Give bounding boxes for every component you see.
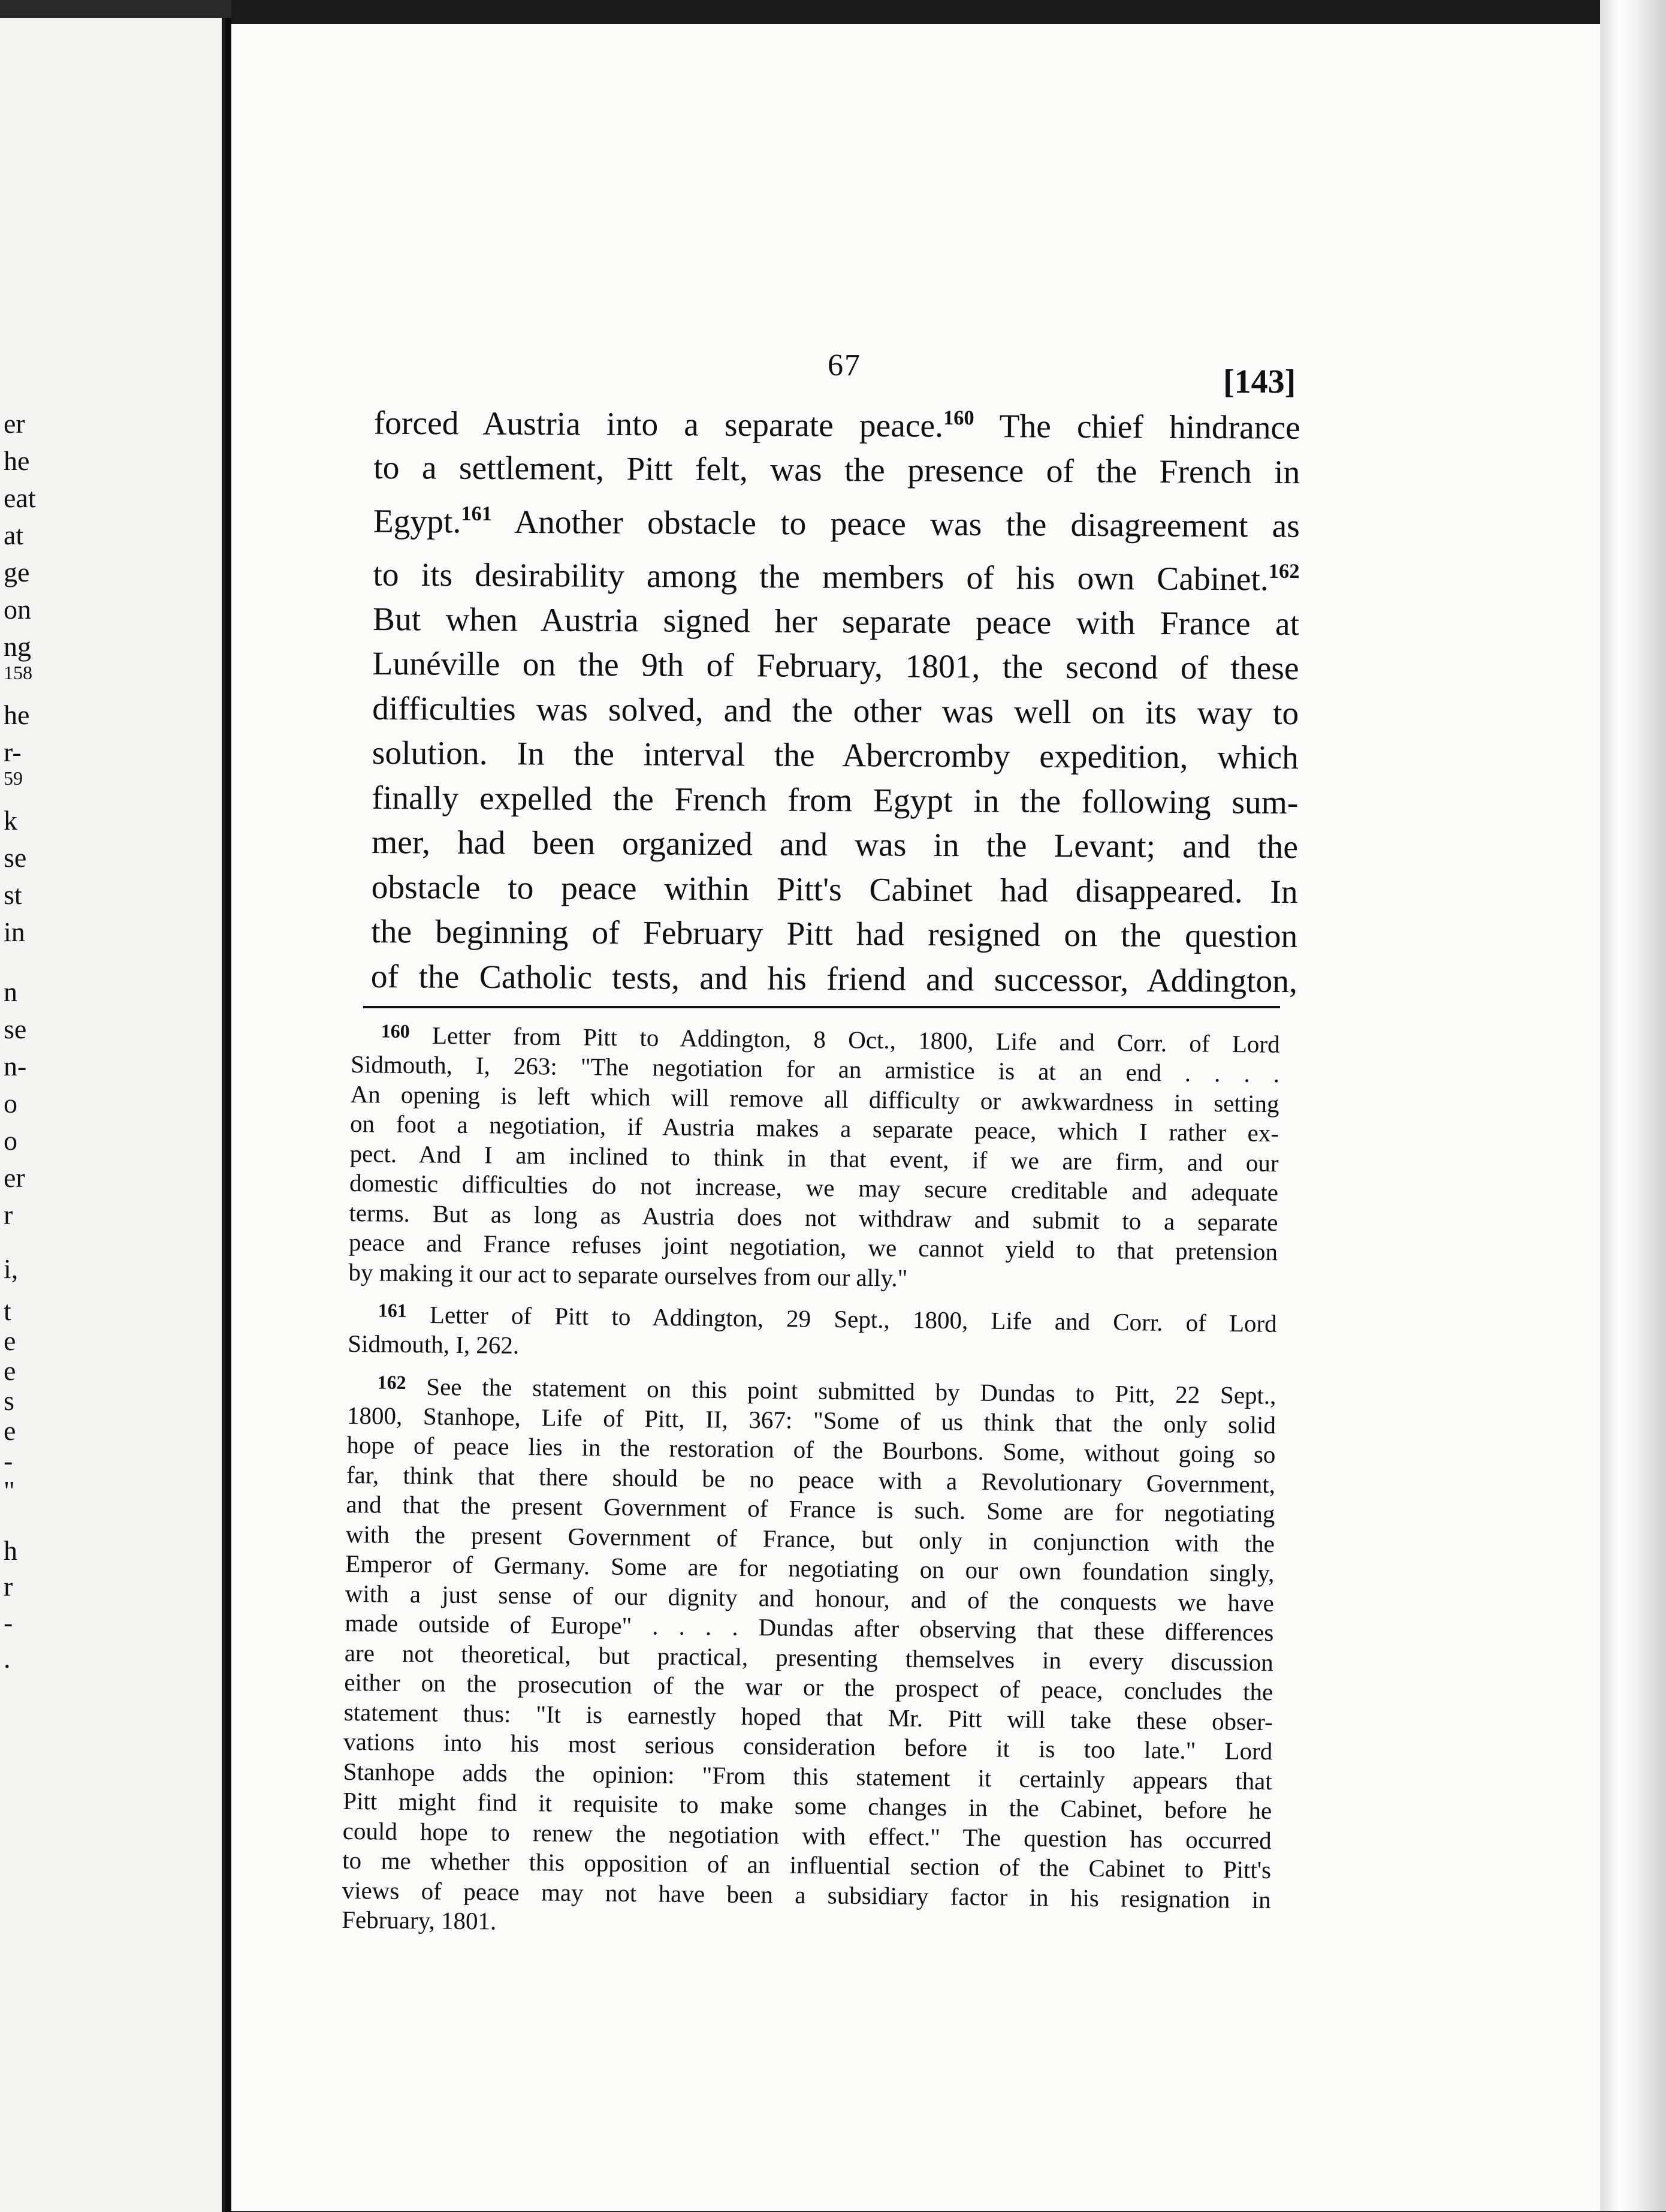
body-line <box>371 955 1297 1005</box>
left-fragment: r <box>4 1571 13 1602</box>
footnote-text: are not theoretical, but practical, presenting themselves in every discussion <box>344 1638 1274 1676</box>
footnote-text: domestic difficulties do not increase, we may secure creditable and adequate <box>349 1169 1279 1207</box>
scan-top-border <box>231 0 1666 24</box>
left-fragment: at <box>4 520 24 550</box>
footnote-text: statement thus: "It is earnestly hoped that Mr. Pitt will take these obser- <box>343 1698 1273 1735</box>
footnote-text: 1800, Stanhope, Life of Pitt, II, 367: "Some of us think that the only solid <box>346 1401 1276 1439</box>
body-line <box>372 776 1298 826</box>
body-text-run: Egypt. <box>373 503 461 541</box>
footnote-number: 160 <box>381 1020 410 1042</box>
footnote-text: Sidmouth, I, 263: "The negotiation for an armistice is at an end . . . . <box>350 1050 1280 1088</box>
left-fragment: o <box>4 1088 17 1119</box>
body-text-run: solution. In the interval the Abercromby expedition, which <box>372 735 1299 777</box>
left-fragment: he <box>4 445 30 476</box>
footnote-text: pect. And I am inclined to think in that event, if we are firm, and our <box>349 1139 1279 1177</box>
left-fragment: r <box>4 1200 13 1230</box>
left-fragment: " <box>4 1475 15 1506</box>
left-fragment: n <box>4 977 17 1007</box>
left-fragment: e <box>4 1325 16 1356</box>
body-line <box>373 544 1299 602</box>
left-fragment: o <box>4 1125 17 1156</box>
right-page <box>231 24 1600 2211</box>
left-fragment: - <box>4 1445 13 1476</box>
footnote-text: with a just sense of our dignity and honour, and of the conquests we have <box>345 1579 1275 1617</box>
body-text-run: finally expelled the French from Egypt in the following sum- <box>372 779 1299 822</box>
body-text-run: The chief hindrance <box>974 408 1300 447</box>
left-fragment: se <box>4 1014 27 1044</box>
body-line <box>373 491 1300 549</box>
body-line <box>373 446 1300 496</box>
left-fragment: t <box>4 1295 11 1326</box>
footnote-text: Pitt might find it requisite to make some changes in the Cabinet, before he <box>343 1787 1272 1825</box>
body-line <box>372 821 1298 870</box>
footnote-text: views of peace may not have been a subsidiary factor in his resignation in <box>342 1876 1271 1913</box>
footnote-161 <box>348 1295 1277 1369</box>
left-fragment: in <box>4 917 25 947</box>
left-fragment: 158 <box>4 662 32 683</box>
left-fragment: st <box>4 879 22 910</box>
footnote-text: Letter of Pitt to Addington, 29 Sept., 1800, Life and Corr. of Lord <box>429 1301 1277 1337</box>
footnote-text: could hope to renew the negotiation with effect." The question has occurred <box>342 1816 1272 1854</box>
footnote-text: with the present Government of France, but only in conjunction with the <box>345 1520 1275 1557</box>
body-text-run: to its desirability among the members of his own Cabinet. <box>373 556 1269 598</box>
body-text <box>371 393 1300 1005</box>
body-line <box>371 910 1297 960</box>
footnotes <box>342 1016 1280 1945</box>
body-text-run: the beginning of February Pitt had resigned on the question <box>371 914 1298 956</box>
left-fragment: s <box>4 1385 14 1416</box>
footnote-text: An opening is left which will remove all difficulty or awkwardness in setting <box>350 1080 1279 1117</box>
body-text-run: But when Austria signed her separate peace with France at <box>372 601 1300 643</box>
left-page-edge <box>0 18 225 2212</box>
left-fragment: he <box>4 700 30 730</box>
body-text-run: difficulties was solved, and the other was well on its way to <box>372 690 1299 733</box>
footnote-162 <box>342 1367 1276 1945</box>
body-text-run: forced Austria into a separate peace. <box>373 405 944 445</box>
footnote-text: Sidmouth, I, 262. <box>348 1330 520 1360</box>
footnote-text: by making it our act to separate ourselves from our ally." <box>348 1258 908 1292</box>
footnote-text: peace and France refuses joint negotiation, we cannot yield to that pretension <box>348 1228 1278 1266</box>
page-number: 67 <box>828 348 861 382</box>
body-line <box>372 731 1299 781</box>
footnote-text: Letter from Pitt to Addington, 8 Oct., 1800, Life and Corr. of Lord <box>431 1021 1280 1058</box>
footnote-text: See the statement on this point submitted by Dundas to Pitt, 22 Sept., <box>426 1372 1276 1409</box>
footnote-text: to me whether this opposition of an influential section of the Cabinet to Pitt's <box>342 1846 1272 1884</box>
left-fragment: e <box>4 1355 16 1386</box>
footnote-text: on foot a negotiation, if Austria makes a separate peace, which I rather ex- <box>349 1110 1279 1147</box>
footnote-text: terms. But as long as Austria does not withdraw and submit to a separate <box>349 1198 1278 1236</box>
footnote-number: 161 <box>378 1300 407 1322</box>
left-fragment: k <box>4 805 17 836</box>
left-fragment: r- <box>4 737 22 767</box>
left-fragment: 59 <box>4 767 23 789</box>
footnote-reference: 160 <box>943 406 974 430</box>
body-text-run: Another obstacle to peace was the disagreement as <box>491 504 1300 545</box>
book-gutter <box>225 18 231 2212</box>
body-line <box>374 393 1300 451</box>
left-fragment: ng <box>4 631 31 662</box>
left-fragment: er <box>4 1162 25 1193</box>
footnote-text: either on the prosecution of the war or the prospect of peace, concludes the <box>344 1668 1273 1706</box>
left-fragment: on <box>4 594 31 625</box>
left-fragment: er <box>4 408 25 439</box>
body-line <box>372 642 1299 692</box>
left-fragment: - <box>4 1607 13 1638</box>
body-line <box>372 687 1299 737</box>
left-fragment: i, <box>4 1253 19 1284</box>
footnote-text: vations into his most serious consideration before it is too late." Lord <box>343 1728 1273 1765</box>
body-text-run: of the Catholic tests, and his friend and successor, Addington, <box>370 958 1298 1000</box>
footnote-160 <box>348 1016 1280 1297</box>
footnote-text: hope of peace lies in the restoration of the Bourbons. Some, without going so <box>346 1431 1276 1469</box>
left-fragment: n- <box>4 1051 27 1081</box>
left-fragment: h <box>4 1535 17 1566</box>
footnote-text: February, 1801. <box>341 1906 497 1935</box>
footnote-text: far, think that there should be no peace with a Revolutionary Government, <box>346 1460 1276 1498</box>
footnote-text: Stanhope adds the opinion: "From this statement it certainly appears that <box>343 1757 1272 1795</box>
footnote-text: made outside of Europe" . . . . Dundas after observing that these differences <box>345 1609 1274 1647</box>
body-line <box>373 598 1299 647</box>
body-text-run: mer, had been organized and was in the Levant; and the <box>371 824 1299 866</box>
body-text-run: obstacle to peace within Pitt's Cabinet had disappeared. In <box>371 869 1298 911</box>
page-stack-edge <box>1600 0 1666 2211</box>
footnote-text: Emperor of Germany. Some are for negotiating on our own foundation singly, <box>345 1550 1275 1587</box>
left-fragment: e <box>4 1415 16 1446</box>
left-fragment: se <box>4 842 27 873</box>
footnote-rule <box>363 1006 1280 1008</box>
body-line <box>371 866 1297 915</box>
page-reference: [143] <box>1223 363 1296 400</box>
footnote-text: and that the present Government of France is such. Some are for negotiating <box>346 1490 1275 1528</box>
footnote-number: 162 <box>377 1372 406 1393</box>
left-fragment: . <box>4 1643 11 1674</box>
body-text-run: to a settlement, Pitt felt, was the presence of the French in <box>373 450 1300 492</box>
left-fragment: ge <box>4 557 30 587</box>
left-fragment: eat <box>4 483 36 513</box>
footnote-reference: 161 <box>461 502 493 525</box>
body-text-run: Lunéville on the 9th of February, 1801, the second of these <box>372 646 1299 688</box>
footnote-reference: 162 <box>1268 559 1300 583</box>
